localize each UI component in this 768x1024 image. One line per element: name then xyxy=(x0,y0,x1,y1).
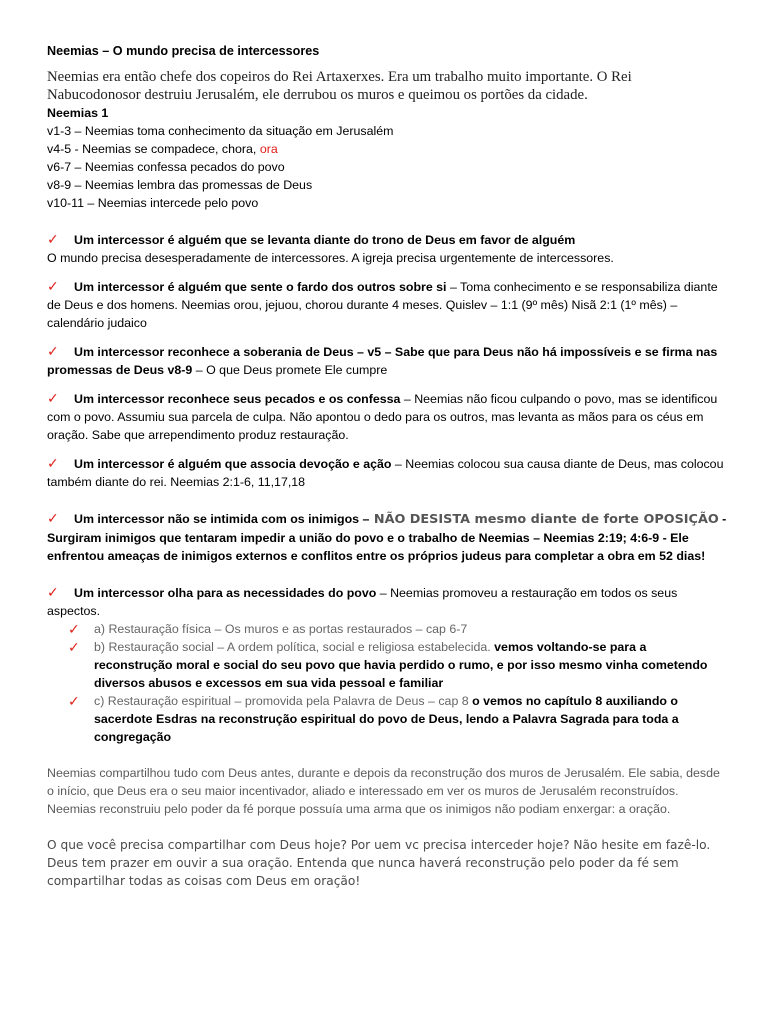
verse-line xyxy=(47,158,727,176)
point-intercessor-necessidades: ✓ Um intercessor olha para as necessidades do povo – Neemias promoveu a restauração em todos os seus aspectos. xyxy=(47,584,678,618)
intro-paragraph: Neemias era então chefe dos copeiros do Rei Artaxerxes. Era um trabalho muito importante. O Rei Nabucodonosor destruiu Jerusalém, ele derrubou os muros e queimou os portões da cidade. xyxy=(47,69,632,103)
verse-ref: v8-9 xyxy=(47,178,72,192)
checkmark-icon: ✓ xyxy=(47,510,59,526)
checkmark-icon: ✓ xyxy=(68,639,80,655)
verse-text: – Neemias confessa pecados do povo xyxy=(71,160,285,174)
verse-line xyxy=(47,194,727,212)
verse-list xyxy=(47,122,727,212)
closing-paragraph: Neemias compartilhou tudo com Deus antes, durante e depois da reconstrução dos muros de Jerusalém. Ele sabia, desde o início, que Deus era o seu maior incentivador, aliado e interessado em ver os muros de Jerusalém reconstruídos. Neemias reconstruiu pelo poder da fé porque possuía uma arma que os inimigos não podiam enxergar: a oração. xyxy=(47,766,720,816)
verse-highlight: ora xyxy=(259,142,278,156)
list-item: ✓ b) Restauração social – A ordem política, social e religiosa estabelecida. vemos voltando-se para a reconstrução moral e social do seu povo que havia perdido o rumo, e por isso mesmo vinha cometendo diversos abusos e excessos em sua vida pessoal e familiar xyxy=(68,639,708,690)
point-intercessor-trono: ✓ Um intercessor é alguém que se levanta diante do trono de Deus em favor de alguém O mundo precisa desesperadamente de intercessores. A igreja precisa urgentemente de intercessores. xyxy=(47,231,614,265)
document-page xyxy=(47,42,727,890)
verse-line xyxy=(47,122,727,140)
checkmark-icon: ✓ xyxy=(47,455,59,471)
list-item: ✓ c) Restauração espiritual – promovida pela Palavra de Deus – cap 8 o vemos no capítulo 8 auxiliando o sacerdote Esdras na reconstrução espiritual do povo de Deus, lendo a Palavra Sagrada para toda a congregação xyxy=(68,693,679,744)
verse-line xyxy=(47,176,727,194)
checkmark-icon: ✓ xyxy=(68,693,80,709)
checkmark-icon: ✓ xyxy=(68,621,80,637)
point-intercessor-fardo: ✓ Um intercessor é alguém que sente o fardo dos outros sobre si – Toma conhecimento e se responsabiliza diante de Deus e dos homens. Neemias orou, jejuou, chorou durante 4 meses. Quislev – 1:1 (9º mês) Nisã 2:1 (1º mês) – calendário judaico xyxy=(47,278,718,330)
checkmark-icon: ✓ xyxy=(47,231,59,247)
verse-ref: v1-3 xyxy=(47,124,72,138)
checkmark-icon: ✓ xyxy=(47,343,59,359)
point-intercessor-inimigos: ✓ Um intercessor não se intimida com os inimigos – NÃO DESISTA mesmo diante de forte OPOSIÇÃO - Surgiram inimigos que tentaram impedir a união do povo e o trabalho de Neemias – Neemias 2:19; 4:6-9 - Ele enfrentou ameaças de inimigos externos e conflitos entre os próprios judeus para completar a obra em 52 dias! xyxy=(47,510,727,563)
verse-ref: v6-7 xyxy=(47,160,72,174)
verse-ref: v4-5 xyxy=(47,142,72,156)
point-intercessor-devocao: ✓ Um intercessor é alguém que associa devoção e ação – Neemias colocou sua causa diante de Deus, mas colocou também diante do rei. Neemias 2:1-6, 11,17,18 xyxy=(47,455,724,489)
chapter-heading: Neemias 1 xyxy=(47,106,109,120)
verse-text: - Neemias se compadece, chora, xyxy=(71,142,260,156)
list-item: ✓ a) Restauração física – Os muros e as portas restaurados – cap 6-7 xyxy=(68,621,468,637)
point-intercessor-pecados: ✓ Um intercessor reconhece seus pecados e os confessa – Neemias não ficou culpando o povo, mas se identificou com o povo. Assumiu sua parcela de culpa. Não apontou o dedo para os outros, mas levanta as mãos para os céus em oração. Sabe que arrependimento produz restauração. xyxy=(47,390,718,442)
final-question-paragraph: O que você precisa compartilhar com Deus hoje? Por uem vc precisa interceder hoje? Não hesite em fazê-lo. Deus tem prazer em ouvir a sua oração. Entenda que nunca haverá reconstrução pelo poder da fé sem compartilhar todas as coisas com Deus em oração! xyxy=(47,838,711,888)
verse-text: – Neemias intercede pelo povo xyxy=(83,196,259,210)
checkmark-icon: ✓ xyxy=(47,390,59,406)
verse-text: – Neemias lembra das promessas de Deus xyxy=(71,178,313,192)
restoration-list xyxy=(47,620,727,746)
checkmark-icon: ✓ xyxy=(47,584,59,600)
checkmark-icon: ✓ xyxy=(47,278,59,294)
verse-ref: v10-11 xyxy=(47,196,84,210)
point-intercessor-soberania: ✓ Um intercessor reconhece a soberania de Deus – v5 – Sabe que para Deus não há impossíveis e se firma nas promessas de Deus v8-9 – O que Deus promete Ele cumpre xyxy=(47,343,718,377)
verse-line xyxy=(47,140,727,158)
point-followup: O mundo precisa desesperadamente de intercessores. A igreja precisa urgentemente de intercessores. xyxy=(47,251,614,265)
document-title: Neemias – O mundo precisa de intercessores xyxy=(47,44,320,58)
verse-text: – Neemias toma conhecimento da situação em Jerusalém xyxy=(71,124,394,138)
